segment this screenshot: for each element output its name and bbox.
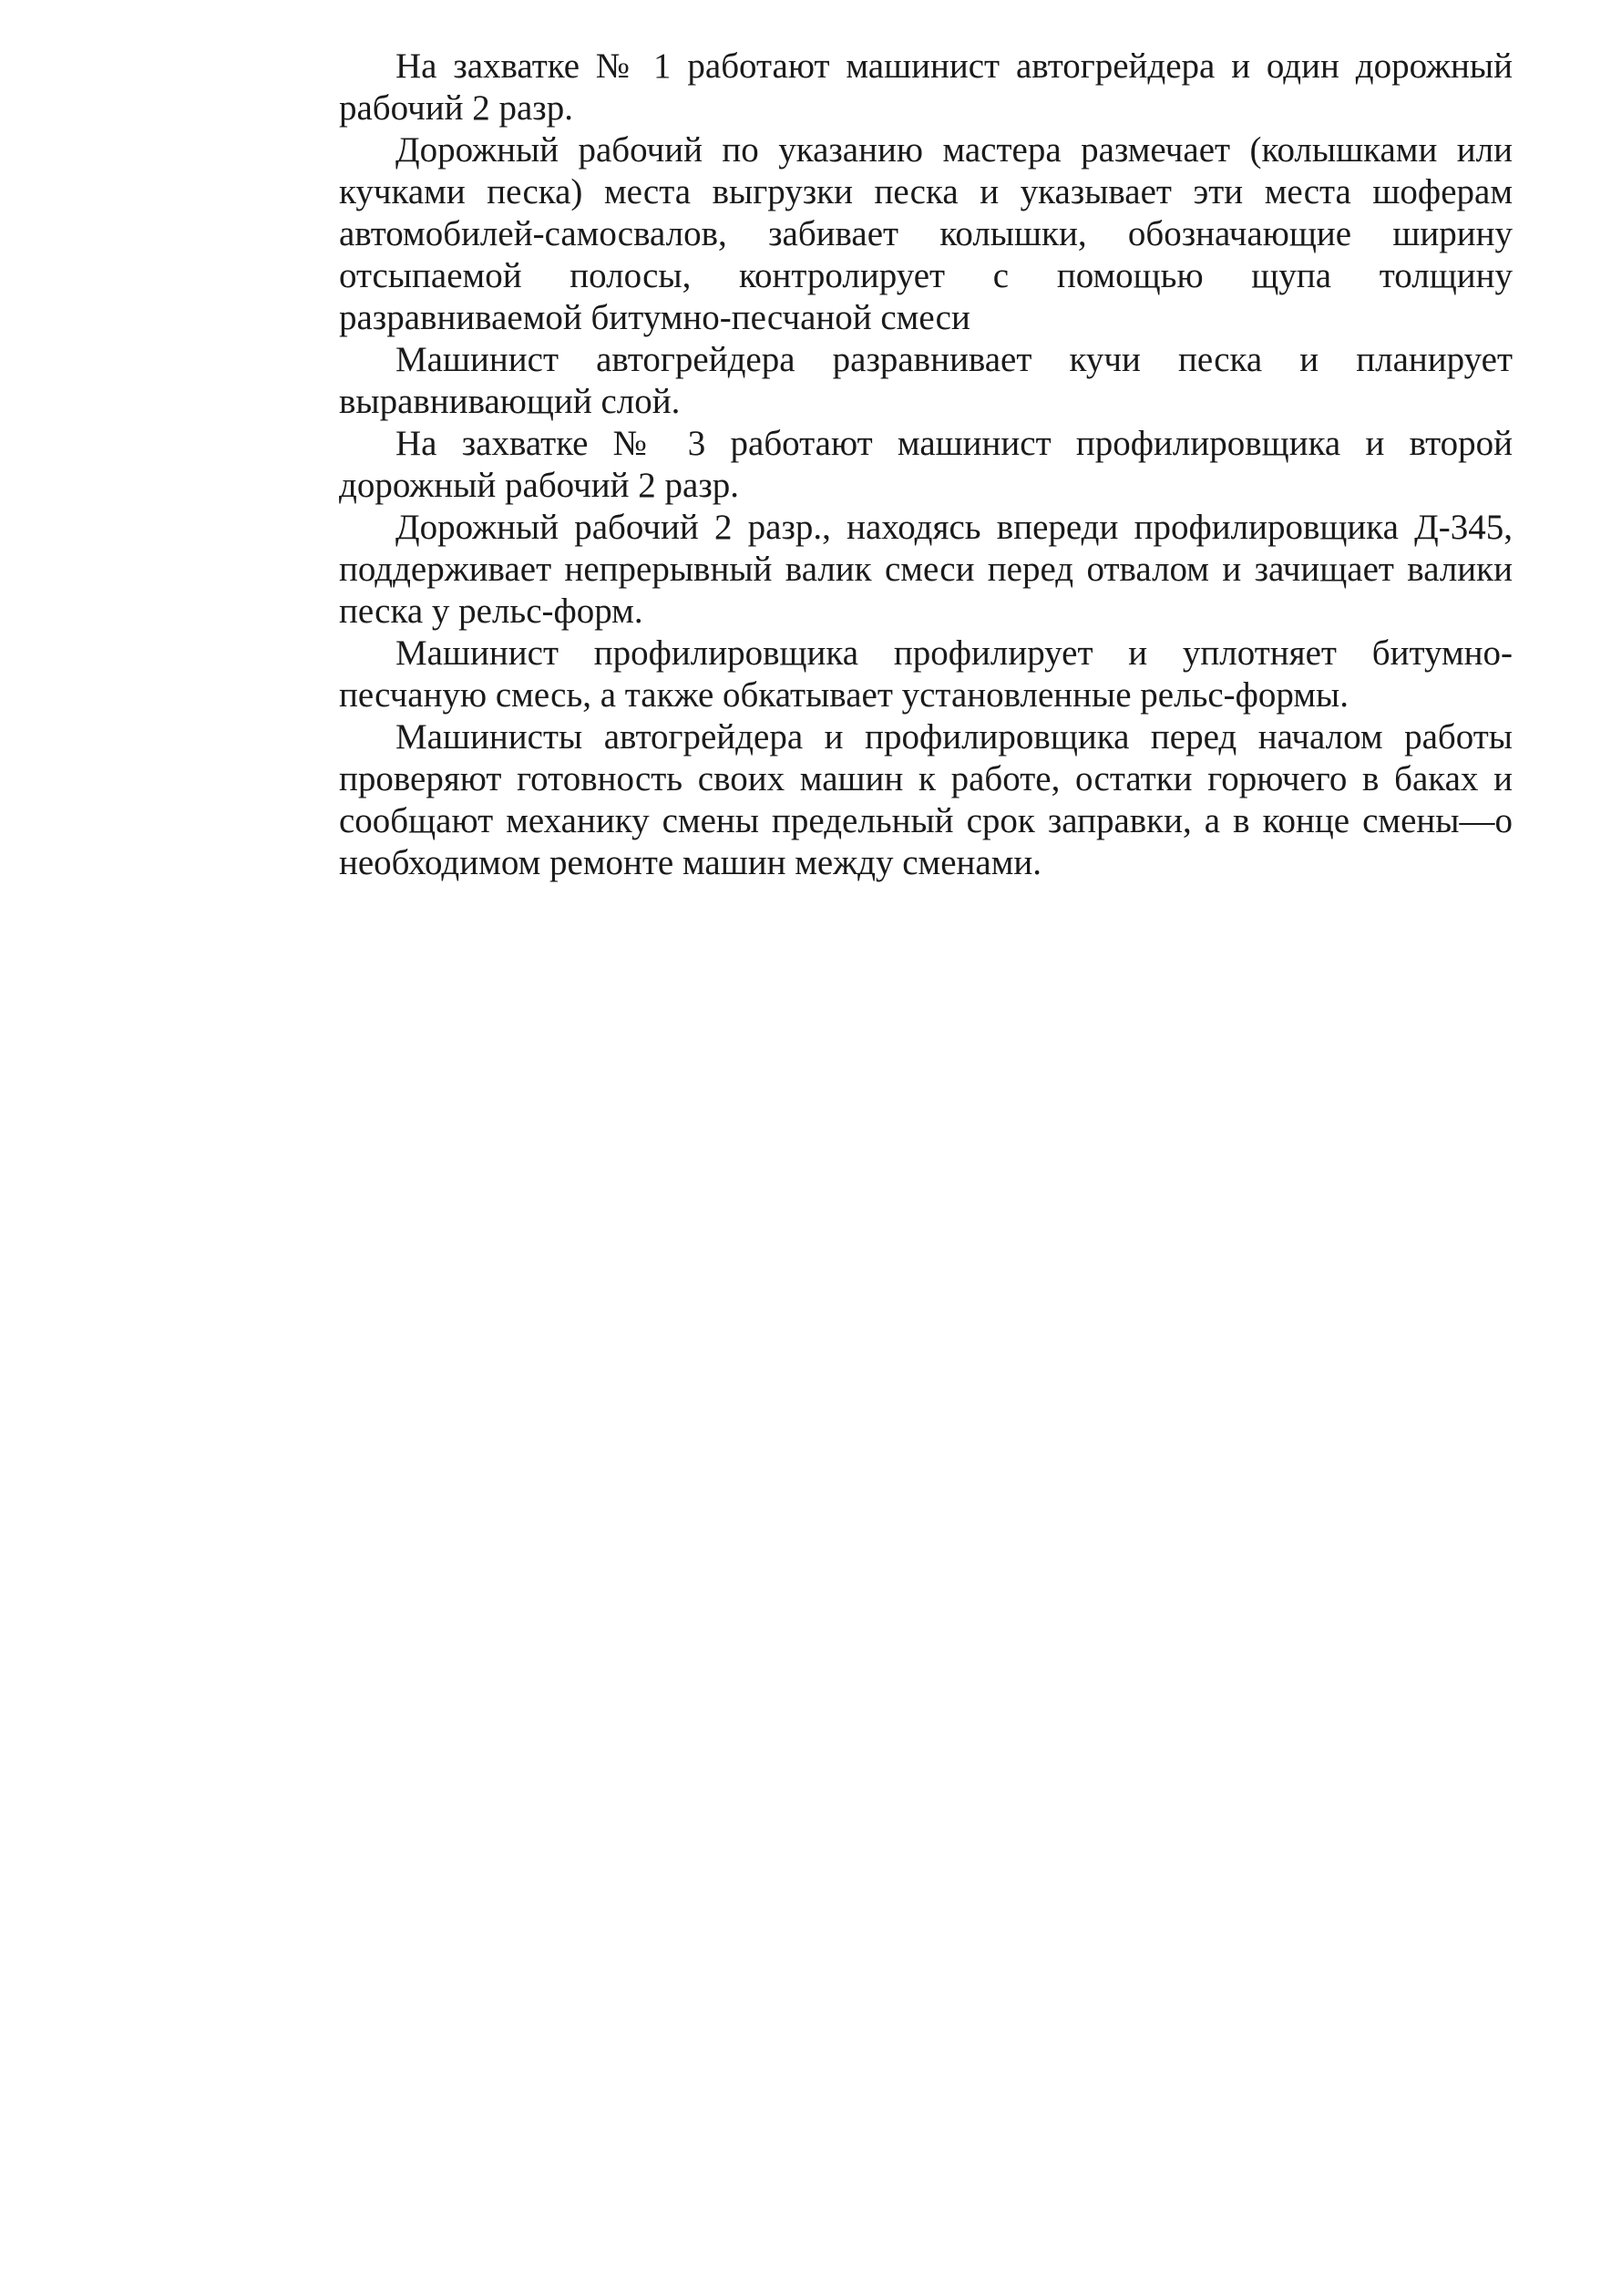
paragraph-5: Дорожный рабочий 2 разр., находясь впереди профилировщика Д-345, поддерживает непрерывный валик смеси перед отвалом и зачищает валики песка у рельс-форм. (339, 508, 1513, 631)
body-text (339, 46, 1513, 884)
paragraph-7: Машинисты автогрейдера и профилировщика перед началом работы проверяют готовность своих машин к работе, остатки горючего в баках и сообщают механику смены предельный срок заправки, а в конце смены—о необходимом ремонте машин между сменами. (339, 717, 1513, 882)
paragraph-6: Машинист профилировщика профилирует и уплотняет битумно-песчаную смесь, а также обкатывает установленные рельс-формы. (339, 633, 1513, 715)
paragraph-1: На захватке № 1 работают машинист автогрейдера и один дорожный рабочий 2 разр. (339, 46, 1513, 128)
paragraph-3: Машинист автогрейдера разравнивает кучи песка и планирует выравнивающий слой. (339, 340, 1513, 421)
paragraph-2: Дорожный рабочий по указанию мастера размечает (колышками или кучками песка) места выгрузки песка и указывает эти места шоферам автомобилей-самосвалов, забивает колышки, обозначающие ширину отсыпаемой полосы, контролирует с помощью щупа толщину разравниваемой битумно-песчаной смеси (339, 130, 1513, 337)
paragraph-4: На захватке № 3 работают машинист профилировщика и второй дорожный рабочий 2 разр. (339, 424, 1513, 505)
